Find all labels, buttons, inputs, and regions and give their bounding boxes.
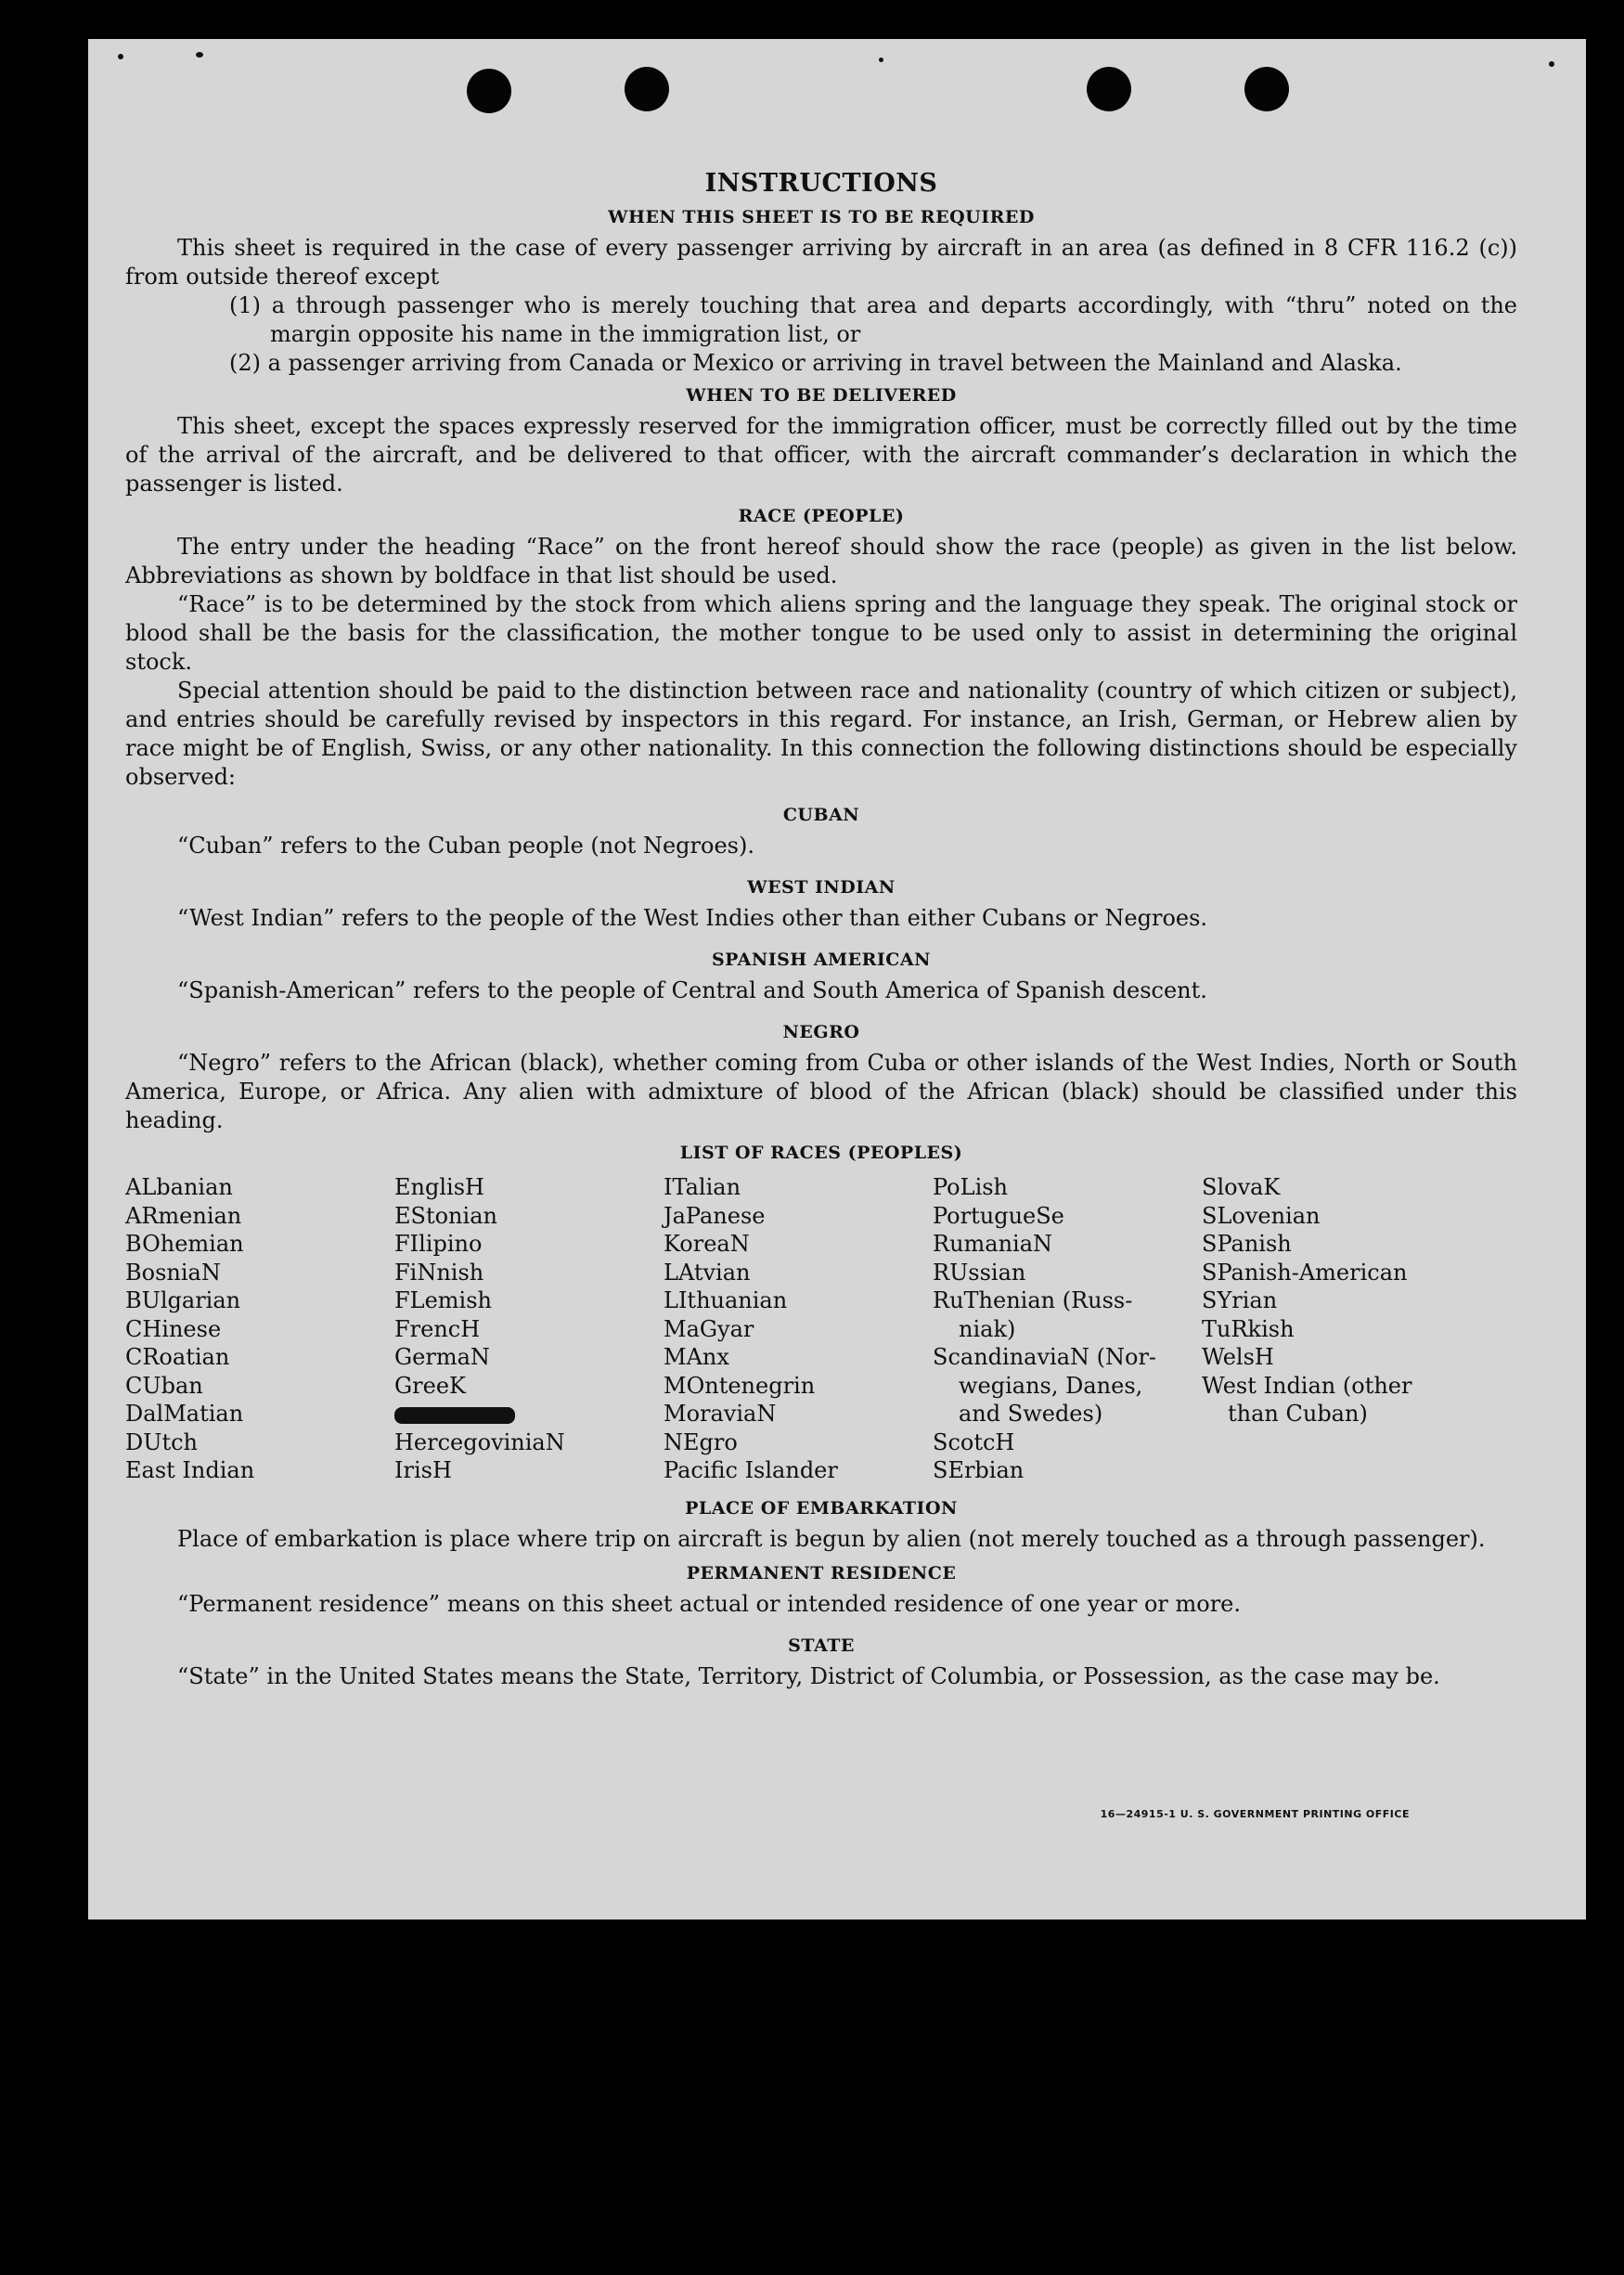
race-entry: FrencH [394,1315,481,1342]
race-entry: RUssian [933,1259,1026,1286]
paragraph: “Permanent residence” means on this sheet actual or intended residence of one year or more. [177,1590,1241,1617]
race-entry: MoraviaN [664,1401,777,1427]
speck [1549,61,1554,67]
race-entry: LAtvian [664,1259,751,1286]
races-column [933,1173,1202,1485]
races-column [1202,1173,1471,1485]
race-entry: GermaN [394,1344,490,1370]
race-entry: LIthuanian [664,1287,788,1313]
races-list [125,1173,1517,1485]
race-entry: CRoatian [125,1344,230,1370]
race-entry: KoreaN [664,1231,750,1257]
race-entry: ARmenian [125,1202,242,1229]
race-entry: ScotcH [933,1428,1015,1455]
section-heading: LIST OF RACES (PEOPLES) [679,1143,963,1163]
race-entry: ITalian [664,1174,741,1200]
race-entry: PoLish [933,1174,1009,1200]
race-entry: FLemish [394,1287,492,1313]
race-entry: ALbanian [125,1174,233,1200]
paragraph: “Race” is to be determined by the stock from which aliens spring and the language they speak. The original stock or blood shall be the basis for the classification, the mother tongue to be used only to assist in determining the original stock. [125,591,1517,675]
paragraph: This sheet is required in the case of every passenger arriving by aircraft in an area (as defined in 8 CFR 116.2 (c)) from outside thereof except [125,235,1517,290]
race-entry: CHinese [125,1315,222,1342]
redacted-entry [394,1400,664,1428]
paragraph: “West Indian” refers to the people of the West Indies other than either Cubans or Negroes. [177,905,1208,931]
race-entry: PortugueSe [933,1202,1064,1229]
list-item: (1) a through passenger who is merely touching that area and departs accordingly, with “thru” noted on the margin opposite his name in the immigration list, or [229,292,1517,347]
redaction-mark [394,1407,515,1424]
race-entry: Pacific Islander [664,1457,838,1483]
race-entry: DUtch [125,1428,199,1455]
race-entry: BOhemian [125,1231,244,1257]
race-entry: TuRkish [1202,1315,1295,1342]
race-entry: West Indian (other [1202,1372,1412,1399]
race-entry: RumaniaN [933,1231,1053,1257]
section-heading: WEST INDIAN [747,877,896,898]
speck [879,58,883,62]
punch-hole [467,69,511,113]
section-heading: CUBAN [782,805,860,825]
section-heading: PERMANENT RESIDENCE [686,1562,957,1583]
instructions-body [125,169,1517,1691]
race-entry: IrisH [394,1457,452,1483]
race-entry: FiNnish [394,1259,484,1286]
race-entry: DalMatian [125,1401,244,1427]
list-item: (2) a passenger arriving from Canada or Mexico or arriving in travel between the Mainland and Alaska. [229,350,1402,376]
race-entry: ScandinaviaN (Nor- [933,1344,1157,1370]
race-entry: SPanish [1202,1231,1292,1257]
paragraph: Special attention should be paid to the distinction between race and nationality (country of which citizen or subject), and entries should be carefully revised by inspectors in this regard. For instance, an Irish, German, or Hebrew alien by race might be of English, Swiss, or any other nationality. In this connection the following distinctions should be especially observed: [125,678,1517,790]
race-entry: GreeK [394,1372,466,1399]
races-column [394,1173,664,1485]
race-entry: East Indian [125,1457,255,1483]
race-entry: than Cuban) [1228,1401,1368,1427]
races-column [125,1173,394,1485]
race-entry: WelsH [1202,1344,1274,1370]
race-entry: EStonian [394,1202,497,1229]
paragraph: Place of embarkation is place where trip on aircraft is begun by alien (not merely touched as a through passenger). [177,1525,1486,1552]
race-entry: MOntenegrin [664,1372,816,1399]
race-entry: SlovaK [1202,1174,1281,1200]
race-entry: SYrian [1202,1287,1278,1313]
race-entry: EnglisH [394,1174,484,1200]
race-entry: NEgro [664,1428,738,1455]
section-heading: PLACE OF EMBARKATION [685,1497,958,1519]
punch-hole [625,67,669,111]
instruction-sheet [88,39,1586,1920]
section-heading: RACE (PEOPLE) [738,506,905,526]
speck [118,54,123,59]
speck [196,52,203,58]
race-entry: RuThenian (Russ- [933,1287,1133,1313]
race-entry: and Swedes) [959,1401,1103,1427]
race-entry: HercegoviniaN [394,1428,565,1455]
race-entry: MAnx [664,1344,729,1370]
race-entry: BosniaN [125,1259,221,1286]
race-entry: SLovenian [1202,1202,1321,1229]
paragraph: This sheet, except the spaces expressly reserved for the immigration officer, must be correctly filled out by the time of the arrival of the aircraft, and be delivered to that officer, with the aircraft commander’s declaration in which the passenger is listed. [125,413,1517,497]
section-heading: STATE [788,1635,855,1656]
paragraph: The entry under the heading “Race” on the front hereof should show the race (people) as given in the list below. Abbreviations as shown by boldface in that list should be used. [125,534,1517,588]
printing-office-code: 16—24915-1 U. S. GOVERNMENT PRINTING OFFICE [1100,1808,1410,1820]
section-heading: WHEN THIS SHEET IS TO BE REQUIRED [608,207,1035,227]
race-entry: JaPanese [664,1202,766,1229]
paragraph: “Negro” refers to the African (black), whether coming from Cuba or other islands of the West Indies, North or South America, Europe, or Africa. Any alien with admixture of blood of the African (black) should be classified under this heading. [125,1050,1517,1133]
punch-hole [1087,67,1131,111]
race-entry: BUlgarian [125,1287,241,1313]
paragraph: “Cuban” refers to the Cuban people (not Negroes). [177,833,754,859]
races-column [664,1173,933,1485]
race-entry: FIlipino [394,1231,483,1257]
paragraph: “Spanish-American” refers to the people of Central and South America of Spanish descent. [177,977,1207,1003]
punch-hole [1244,67,1289,111]
race-entry: MaGyar [664,1315,754,1342]
section-heading: SPANISH AMERICAN [711,950,932,970]
paragraph: “State” in the United States means the State, Territory, District of Columbia, or Possession, as the case may be. [177,1662,1440,1689]
section-heading: NEGRO [782,1022,860,1042]
race-entry: wegians, Danes, [959,1372,1143,1399]
race-entry: SErbian [933,1457,1025,1483]
race-entry: CUban [125,1372,203,1399]
page-title: INSTRUCTIONS [704,169,938,198]
race-entry: SPanish-American [1202,1259,1408,1286]
section-heading: WHEN TO BE DELIVERED [686,385,957,406]
race-entry: niak) [959,1315,1016,1342]
